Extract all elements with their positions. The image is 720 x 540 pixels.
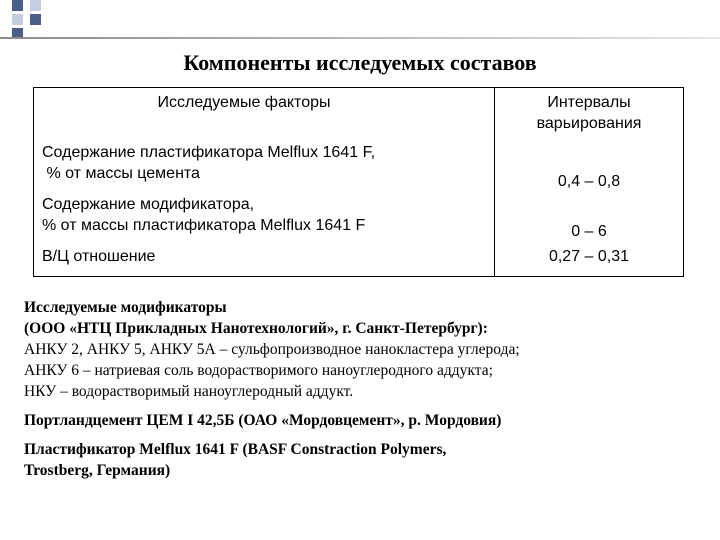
corner-square <box>12 0 23 11</box>
slide-title: Компоненты исследуемых составов <box>183 50 537 75</box>
interval-cell: 0 – 6 <box>571 223 607 240</box>
header-factors: Исследуемые факторы <box>34 88 495 143</box>
interval-cell: 0,27 – 0,31 <box>548 248 630 265</box>
header-rule <box>0 37 720 39</box>
table-row <box>34 142 684 194</box>
corner-square <box>30 0 41 11</box>
factor-cell <box>34 142 495 194</box>
modifiers-heading-org: (ООО «НТЦ Прикладных Нанотехнологий», г. Санкт-Петербург): <box>24 320 488 337</box>
table-header-row <box>34 88 684 143</box>
modifier-item: АНКУ 6 – натриевая соль водорастворимого наноуглеродного аддукта; <box>24 362 493 379</box>
factor-text: В/Ц отношение <box>42 248 156 265</box>
modifiers-heading: Исследуемые модификаторы <box>24 299 227 316</box>
modifier-item: НКУ – водорастворимый наноуглеродный аддукт. <box>24 383 354 400</box>
factor-cell <box>34 244 495 277</box>
factors-table <box>33 87 684 277</box>
cement-line: Портландцемент ЦЕМ I 42,5Б (ОАО «Мордовцемент», р. Мордовия) <box>24 412 502 429</box>
table-row <box>34 244 684 277</box>
factor-text: Содержание модификатора, <box>42 196 255 213</box>
plasticizer-line: Пластификатор Melflux 1641 F (BASF Constraction Polymers, <box>24 441 447 458</box>
factor-text: Содержание пластификатора Melflux 1641 F, <box>42 144 376 161</box>
notes-block <box>24 297 704 481</box>
header-intervals: Интервалы варьирования <box>536 94 642 132</box>
modifier-item: АНКУ 2, АНКУ 5, АНКУ 5А – сульфопроизводное нанокластера углерода; <box>24 341 520 358</box>
interval-cell: 0,4 – 0,8 <box>557 173 621 190</box>
plasticizer-line-2: Trostberg, Германия) <box>24 462 171 479</box>
table-row <box>34 194 684 244</box>
corner-square <box>12 14 23 25</box>
corner-square <box>30 14 41 25</box>
factor-text: % от массы пластификатора Melflux 1641 F <box>42 217 366 234</box>
factor-cell <box>34 194 495 244</box>
factor-text: % от массы цемента <box>42 165 200 182</box>
